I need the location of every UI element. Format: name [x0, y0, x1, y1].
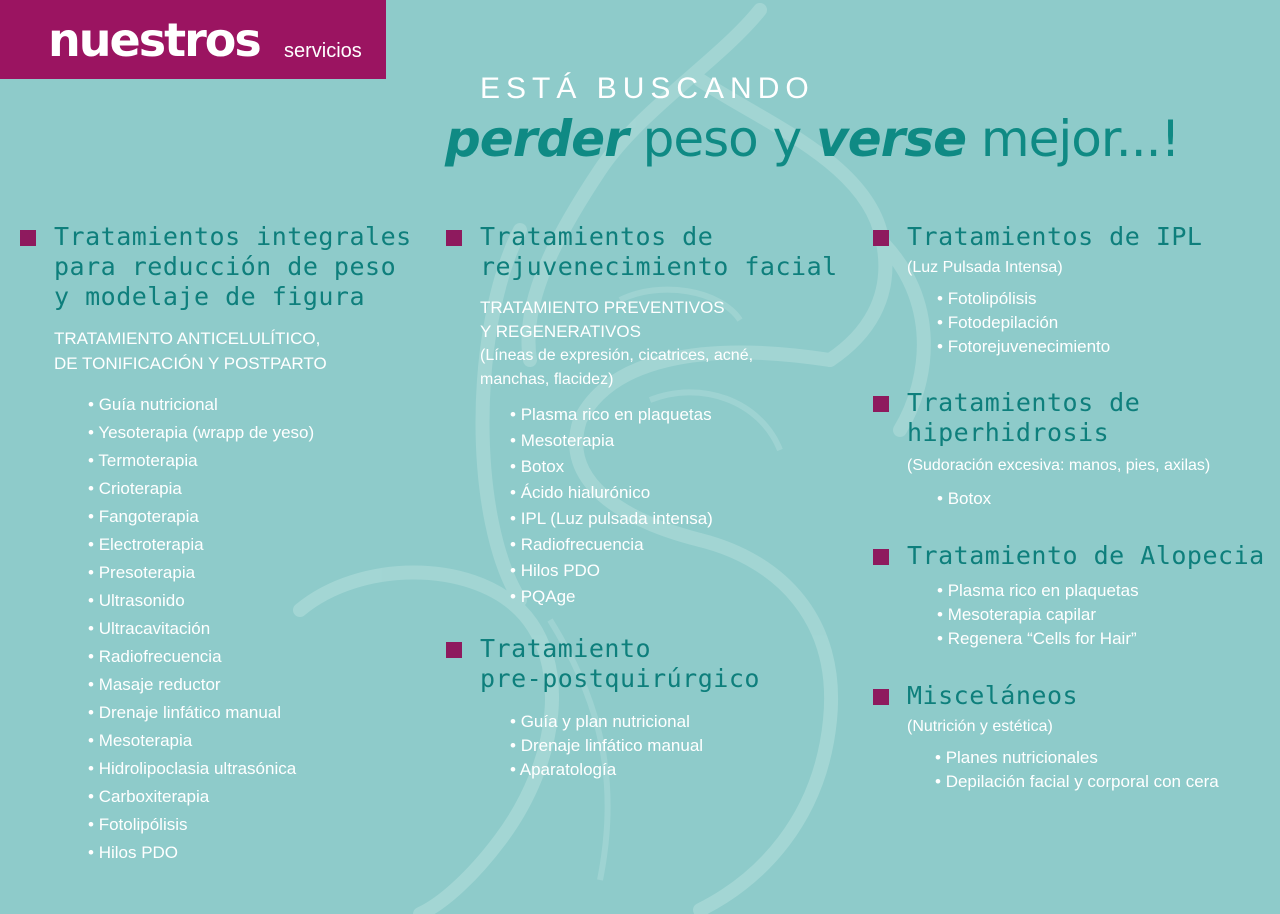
headline-part-mejor: mejor...!	[966, 110, 1180, 168]
section-miscellaneous	[873, 681, 1273, 794]
section-note: (Líneas de expresión, cicatrices, acné, manchas, flacidez)	[480, 347, 754, 388]
list-item: • Aparatología	[510, 758, 846, 782]
service-list	[937, 487, 1273, 511]
list-item: • Depilación facial y corporal con cera	[935, 770, 1273, 794]
section-title: Tratamiento de Alopecia	[907, 541, 1265, 570]
list-item: • Hidrolipoclasia ultrasónica	[88, 755, 420, 783]
section-pre-post-surgical	[446, 634, 846, 782]
brand-subtitle: servicios	[284, 40, 362, 62]
service-list	[510, 402, 846, 610]
headline-part-peso: peso y	[627, 110, 817, 168]
list-item: • Plasma rico en plaquetas	[510, 402, 846, 428]
list-item: • Hilos PDO	[88, 839, 420, 867]
section-title: Tratamientos de IPL	[907, 222, 1203, 251]
list-item: • Drenaje linfático manual	[88, 699, 420, 727]
section-marker	[446, 230, 462, 246]
section-title: Tratamientos de hiperhidrosis	[907, 388, 1141, 447]
section-facial-rejuvenation	[446, 222, 846, 610]
section-title: Misceláneos	[907, 681, 1079, 710]
section-ipl	[873, 222, 1273, 359]
list-item: • Planes nutricionales	[935, 746, 1273, 770]
section-marker	[873, 689, 889, 705]
service-list	[88, 391, 420, 867]
list-item: • Fotolipólisis	[937, 287, 1273, 311]
list-item: • Regenera “Cells for Hair”	[937, 627, 1273, 651]
list-item: • Radiofrecuencia	[88, 643, 420, 671]
section-description: TRATAMIENTO PREVENTIVOS Y REGENERATIVOS	[480, 298, 725, 341]
section-title: Tratamientos de rejuvenecimiento facial	[480, 222, 838, 281]
list-item: • Drenaje linfático manual	[510, 734, 846, 758]
list-item: • Ácido hialurónico	[510, 480, 846, 506]
service-list	[937, 579, 1273, 651]
brand-tab	[0, 0, 386, 79]
list-item: • Fotolipólisis	[88, 811, 420, 839]
section-marker	[873, 549, 889, 565]
section-note: (Luz Pulsada Intensa)	[907, 259, 1063, 276]
headline-part-perder: perder	[445, 110, 628, 168]
section-note: (Sudoración excesiva: manos, pies, axilas)	[907, 457, 1211, 474]
list-item: • Fotorejuvenecimiento	[937, 335, 1273, 359]
section-hyperhidrosis	[873, 388, 1273, 511]
section-description: TRATAMIENTO ANTICELULÍTICO, DE TONIFICACIÓN Y POSTPARTO	[54, 329, 327, 373]
list-item: • IPL (Luz pulsada intensa)	[510, 506, 846, 532]
section-marker	[873, 396, 889, 412]
list-item: • Hilos PDO	[510, 558, 846, 584]
brand-title: nuestros	[48, 13, 260, 67]
headline-part-verse: verse	[816, 110, 966, 168]
section-title: Tratamiento pre-postquirúrgico	[480, 634, 760, 693]
list-item: • Botox	[510, 454, 846, 480]
list-item: • Electroterapia	[88, 531, 420, 559]
list-item: • Carboxiterapia	[88, 783, 420, 811]
list-item: • PQAge	[510, 584, 846, 610]
section-marker	[20, 230, 36, 246]
list-item: • Ultracavitación	[88, 615, 420, 643]
service-list	[937, 287, 1273, 359]
headline-main	[445, 108, 1180, 170]
list-item: • Ultrasonido	[88, 587, 420, 615]
list-item: • Fotodepilación	[937, 311, 1273, 335]
list-item: • Guía y plan nutricional	[510, 710, 846, 734]
section-alopecia	[873, 541, 1273, 651]
list-item: • Fangoterapia	[88, 503, 420, 531]
list-item: • Termoterapia	[88, 447, 420, 475]
list-item: • Mesoterapia capilar	[937, 603, 1273, 627]
list-item: • Yesoterapia (wrapp de yeso)	[88, 419, 420, 447]
section-note: (Nutrición y estética)	[907, 718, 1053, 735]
headline-intro: ESTÁ BUSCANDO	[480, 72, 815, 105]
service-list	[510, 710, 846, 782]
list-item: • Crioterapia	[88, 475, 420, 503]
section-weight-loss	[20, 222, 420, 867]
list-item: • Mesoterapia	[510, 428, 846, 454]
list-item: • Masaje reductor	[88, 671, 420, 699]
list-item: • Presoterapia	[88, 559, 420, 587]
service-list	[935, 746, 1273, 794]
section-marker	[873, 230, 889, 246]
list-item: • Mesoterapia	[88, 727, 420, 755]
section-title: Tratamientos integrales para reducción de peso y modelaje de figura	[54, 222, 412, 311]
list-item: • Radiofrecuencia	[510, 532, 846, 558]
list-item: • Plasma rico en plaquetas	[937, 579, 1273, 603]
list-item: • Botox	[937, 487, 1273, 511]
list-item: • Guía nutricional	[88, 391, 420, 419]
section-marker	[446, 642, 462, 658]
